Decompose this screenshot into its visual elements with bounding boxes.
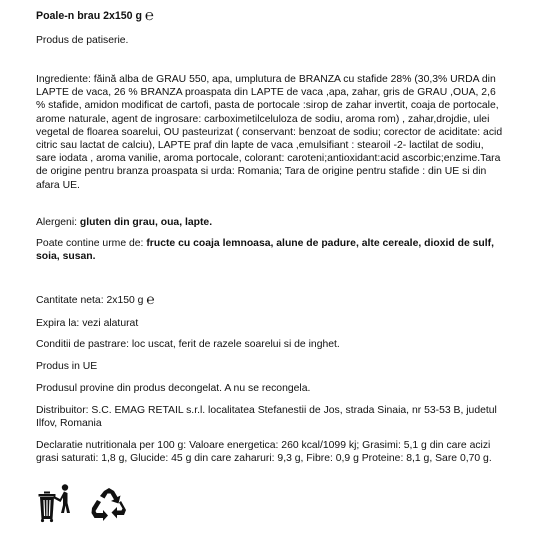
nutrition-declaration: Declaratie nutritionala per 100 g: Valoare energetica: 260 kcal/1099 kj; Grasimi: 5,1 g din care acizi grasi saturati: 1,8 g, Glucide: 45 g din care zaharuri: 9,3 g, Fibre: 0,9 g Proteine: 8,1 g, Sare 0,70 g. bbox=[36, 440, 492, 465]
storage-conditions: Conditii de pastrare: loc uscat, ferit de razele soarelui si de inghet. bbox=[36, 339, 340, 350]
expiry-line: Expira la: vezi alaturat bbox=[36, 318, 139, 329]
may-contain-line bbox=[36, 237, 506, 263]
recycle-icon bbox=[90, 487, 128, 528]
distributor-info: Distribuitor: S.C. EMAG RETAIL s.r.l. localitatea Stefanestii de Jos, strada Sinaia, nr 53-53 B, judetul Ilfov, Romania bbox=[36, 405, 497, 430]
tidyman-trash-bin-icon bbox=[36, 483, 72, 528]
allergens-value: gluten din grau, oua, lapte. bbox=[79, 217, 213, 228]
estimated-sign: ℮ bbox=[144, 7, 154, 24]
allergens-line bbox=[36, 216, 506, 229]
allergens-label: Alergeni: bbox=[36, 217, 78, 228]
ingredients-list: Ingrediente: făină alba de GRAU 550, apa, umplutura de BRANZA cu stafide 28% (30,3% URDA din LAPTE de vaca, 26 % BRANZA proaspata din LAPTE de vaca ,apa, zahar, gris de GRAU ,OUA, 2,6 % stafide, amidon modificat de cartofi, pasta de portocale :sirop de zahar invertit, coaja de portocale, arome naturale, agent de ingrosare: carboximetilceluloza de sodiu, aroma rom) , zahar,drojdie, ulei vegetal de floarea soarelui, OU pasteurizat ( conservant: benzoat de sodiu; corector de aciditate: acid citric sau lactat de calciu), LAPTE praf din lapte de vaca ,emulsifiant : stearoil -2- lactilat de sodiu, sare iodata , aroma vanilie, aroma portocale, colorant: caroteni;antioxidant:acid ascorbic;enzime.Tara de origine pentru branza proaspata si urda: Romania; Tara de origine pentru stafide : din UE si din afara UE. bbox=[36, 74, 503, 191]
may-contain-label: Poate contine urme de: bbox=[36, 238, 144, 249]
product-type: Produs de patiserie. bbox=[36, 35, 129, 46]
net-quantity bbox=[36, 291, 155, 307]
net-quantity-text: Cantitate neta: 2x150 g bbox=[36, 295, 144, 306]
product-title-text: Poale-n brau 2x150 g bbox=[36, 10, 142, 22]
may-contain-value: fructe cu coaja lemnoasa, alune de padure, alte cereale, dioxid de sulf, soia, susan. bbox=[36, 238, 494, 263]
origin-line: Produs in UE bbox=[36, 361, 98, 372]
estimated-sign: ℮ bbox=[146, 291, 155, 307]
product-title bbox=[36, 7, 154, 24]
thawed-notice: Produsul provine din produs decongelat. A nu se recongela. bbox=[36, 383, 311, 394]
disposal-icons bbox=[36, 488, 136, 528]
